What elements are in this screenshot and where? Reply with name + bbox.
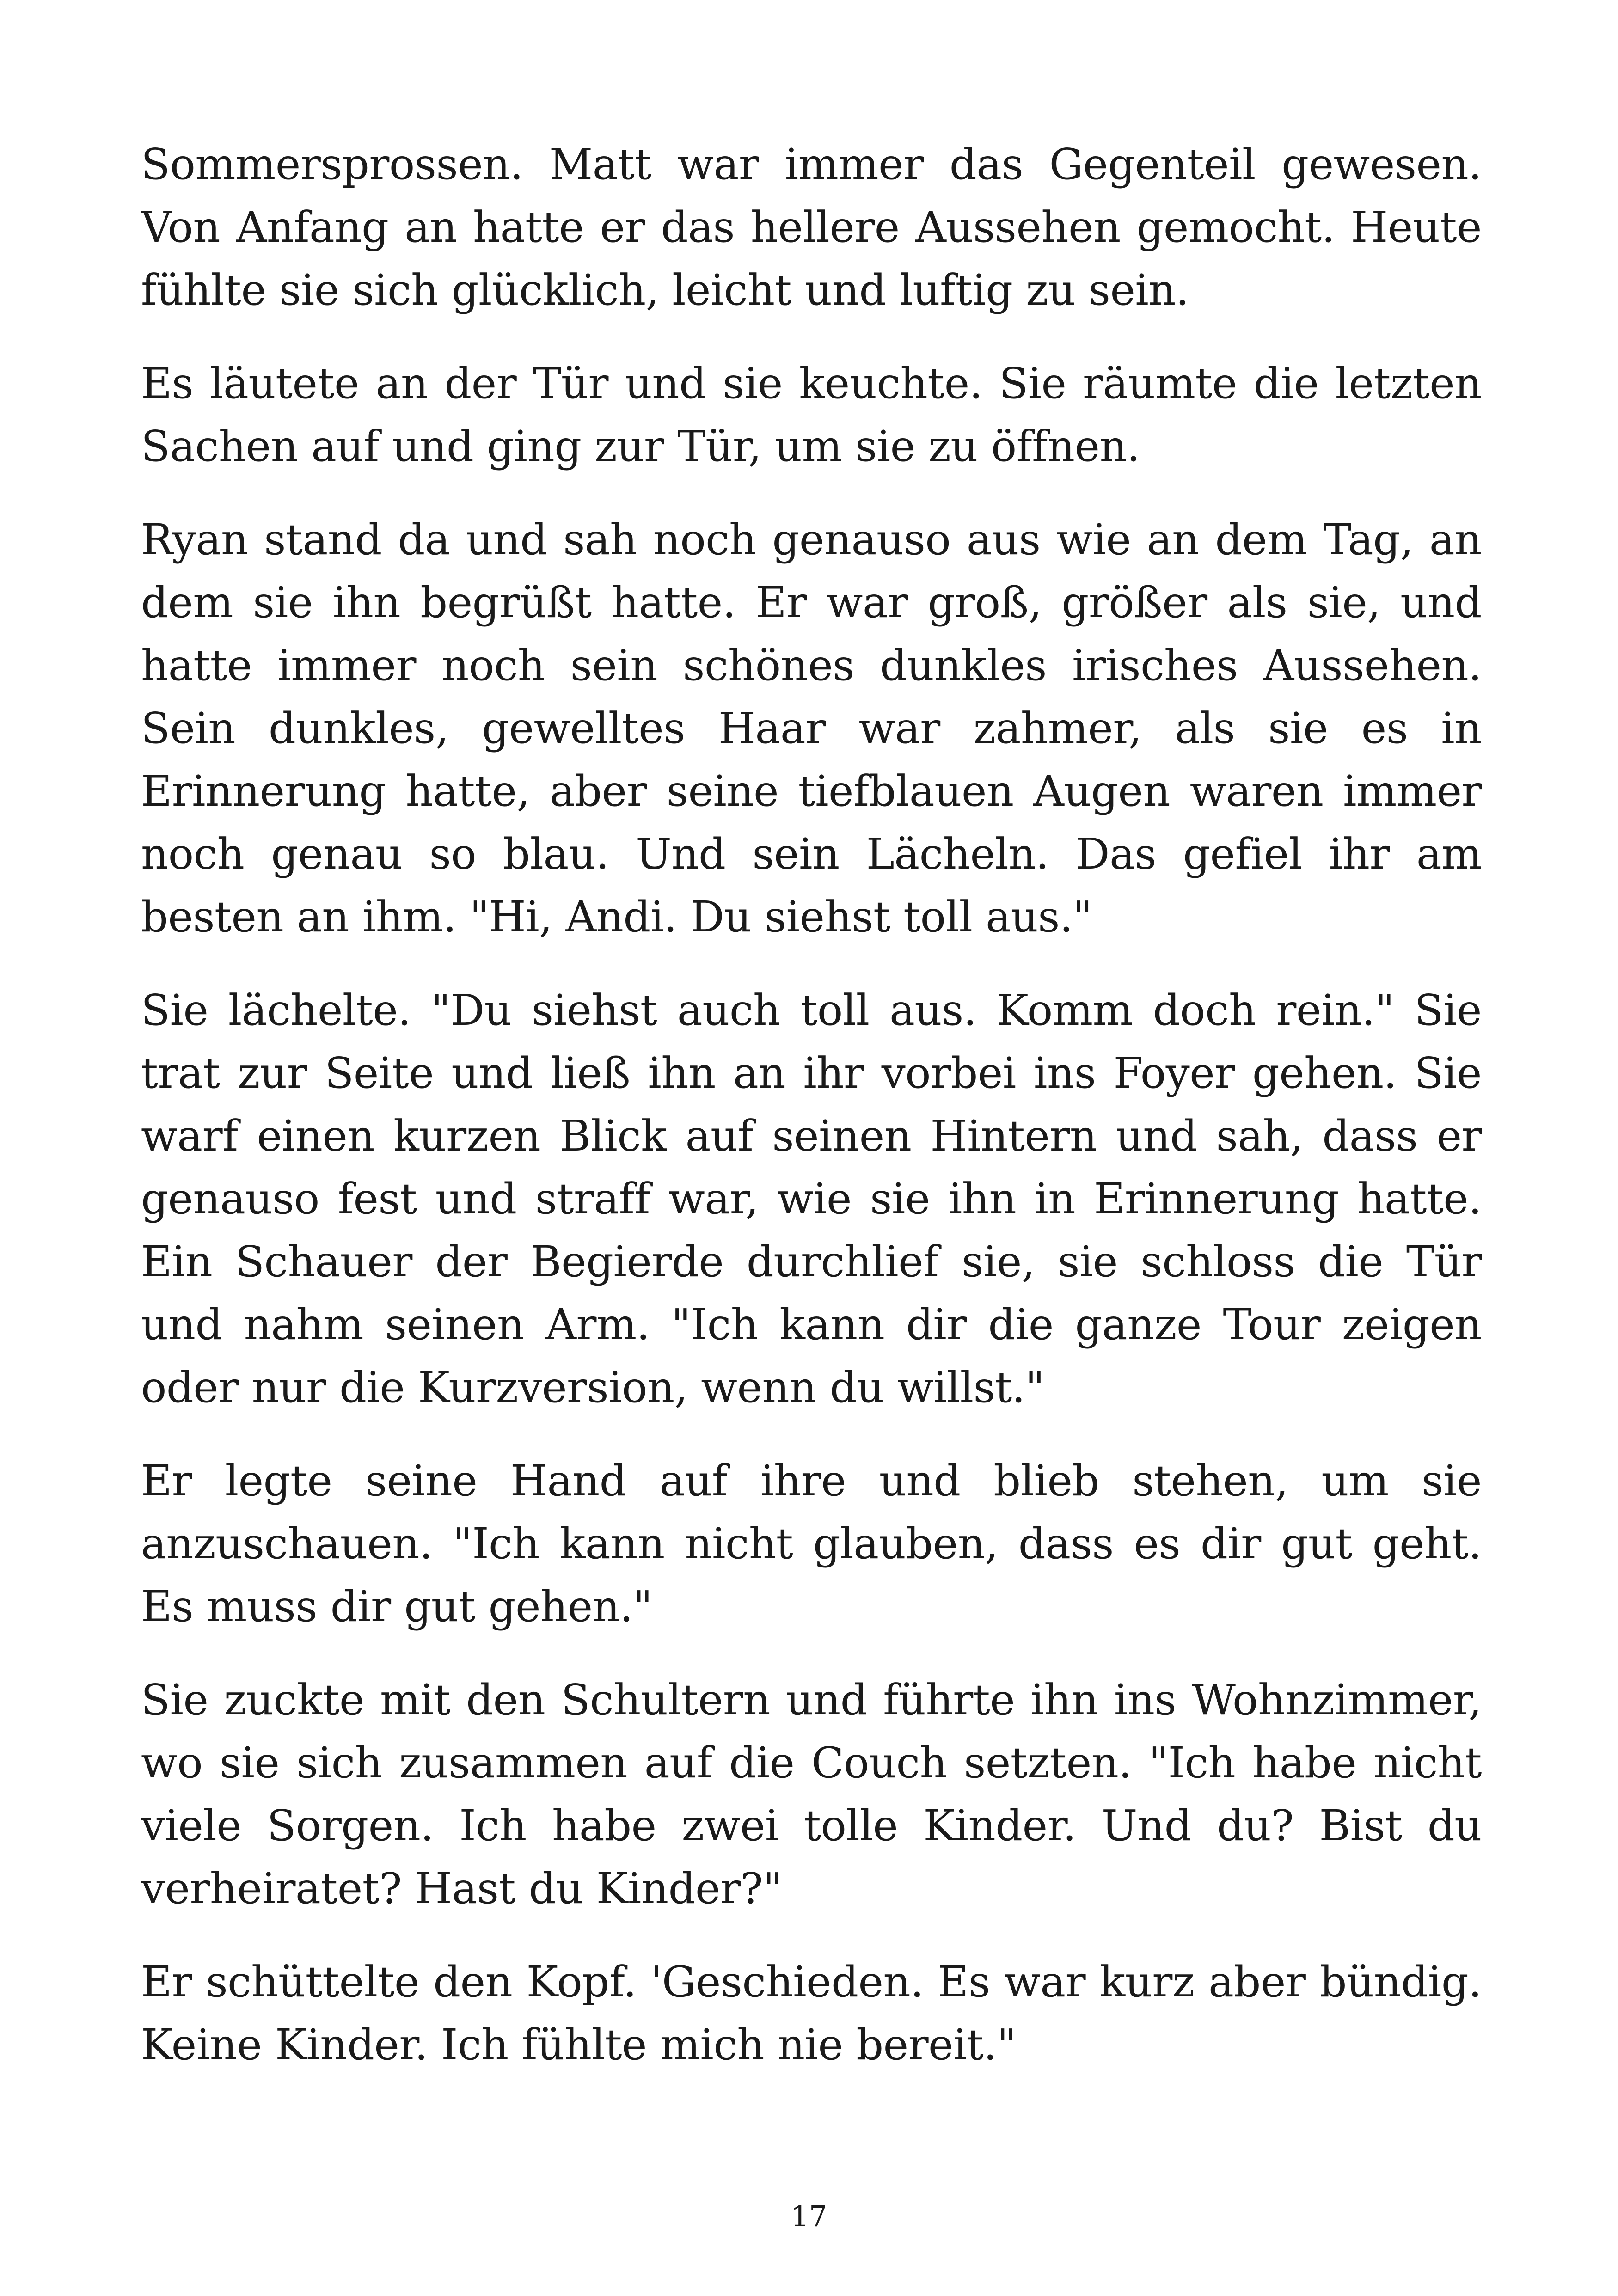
paragraph-1: Sommersprossen. Matt war immer das Gegenteil gewesen. Von Anfang an hatte er das hellere Aussehen gemocht. Heute fühlte sie sich glücklich, leicht und luftig zu sein. xyxy=(141,140,1482,315)
paragraph-4: Sie lächelte. "Du siehst auch toll aus. Komm doch rein." Sie trat zur Seite und ließ ihn an ihr vorbei ins Foyer gehen. Sie warf einen kurzen Blick auf seinen Hintern und sah, dass er genauso fest und straff war, wie sie ihn in Erinnerung hatte. Ein Schauer der Begierde durchlief sie, sie schloss die Tür und nahm seinen Arm. "Ich kann dir die ganze Tour zeigen oder nur die Kurzversion, wenn du willst." xyxy=(141,986,1482,1412)
paragraph-7: Er schüttelte den Kopf. 'Geschieden. Es war kurz aber bündig. Keine Kinder. Ich fühlte mich nie bereit." xyxy=(141,1957,1482,2069)
paragraph-5: Er legte seine Hand auf ihre und blieb stehen, um sie anzuschauen. "Ich kann nicht glauben, dass es dir gut geht. Es muss dir gut gehen." xyxy=(141,1456,1482,1631)
paragraph-6: Sie zuckte mit den Schultern und führte ihn ins Wohnzimmer, wo sie sich zusammen auf die Couch setzten. "Ich habe nicht viele Sorgen. Ich habe zwei tolle Kinder. Und du? Bist du verheiratet? Hast du Kinder?" xyxy=(141,1675,1482,1913)
paragraph-3: Ryan stand da und sah noch genauso aus wie an dem Tag, an dem sie ihn begrüßt hatte. Er war groß, größer als sie, und hatte immer noch sein schönes dunkles irisches Aussehen. Sein dunkles, gewelltes Haar war zahmer, als sie es in Erinnerung hatte, aber seine tiefblauen Augen waren immer noch genau so blau. Und sein Lächeln. Das gefiel ihr am besten an ihm. "Hi, Andi. Du siehst toll aus." xyxy=(141,515,1482,942)
paragraph-2: Es läutete an der Tür und sie keuchte. Sie räumte die letzten Sachen auf und ging zur Tür, um sie zu öffnen. xyxy=(141,359,1482,471)
page-number: 17 xyxy=(791,2199,827,2233)
body-text xyxy=(141,133,1482,2107)
